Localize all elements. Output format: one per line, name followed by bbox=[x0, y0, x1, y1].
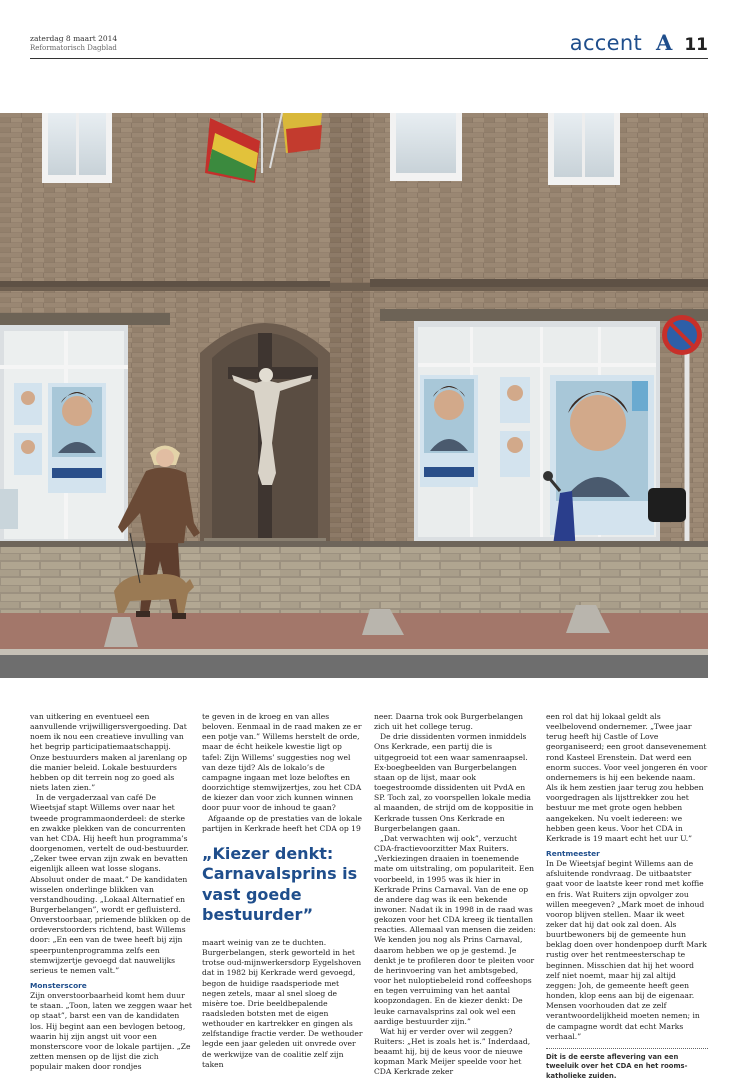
paragraph: neer. Daarna trok ook Burgerbelangen zich uit het college terug. bbox=[374, 712, 524, 732]
series-note-box bbox=[546, 1048, 708, 1081]
article-column-2 bbox=[202, 712, 364, 1070]
section-name: accent bbox=[569, 31, 643, 55]
paragraph: De drie dissidenten vormen inmiddels Ons Kerkrade, een partij die is uitgegroeid tot een waar samenraapsel. Ex-boegbeelden van Burgerbelangen staan op de lijst, maar ook toegestroomde dissidenten uit PvdA en SP. Toch zal, zo voorspellen lokale media al maanden, de strijd om de koppositie in Kerkrade tussen Ons Kerkrade en Burgerbelangen gaan. bbox=[374, 732, 534, 833]
paragraph: In De Wieetsjaf begint Willems aan de afsluitende rondvraag. De uitbaatster gaat voor de laatste keer rond met koffie en fris. Wat Ruiters zijn opvolger zou willen meegeven? „Mark moet de inhoud voorop blijven stellen. Maar ik weet zeker dat hij dat ook zal doen. Als buurtbewoners bij de gemeente hun beklag doen over hondenpoep durft Mark rustig over het rentmeesterschap te beginnen. Misschien dat hij het woord zelf niet noemt, maar hij zal altijd zeggen: Joh, de gemeente heeft geen honden, klop eens aan bij de eigenaar. Mensen voorhouden dat ze zelf verantwoordelijkheid moeten nemen; in de campagne wordt dat echt Marks verhaal.” bbox=[546, 859, 707, 1041]
article-column-1 bbox=[30, 712, 192, 1072]
publication-date: zaterdag 8 maart 2014 bbox=[30, 34, 118, 43]
paragraph: Wat hij er verder over wil zeggen? Ruiters: „Het is zoals het is.” Inderdaad, beaamt hij, bij de keus voor de nieuwe kopman Mark Meijer speelde voor het CDA Kerkrade zeker bbox=[374, 1026, 531, 1077]
paragraph: te geven in de kroeg en van alles beloven. Eenmaal in de raad maken ze er een potje van.” Willems herstelt de orde, maar de écht heikele kwestie ligt op tafel: Zijn Willems’ suggesties nog wel van deze tijd? Als de lokalo’s de campagne ingaan met loze beloftes en doorzichtige stemwijzertjes, zou het CDA de kiezer dan voor zich kunnen winnen door puur voor de inhoud te gaan? bbox=[202, 712, 362, 813]
paragraph: Zijn onverstoorbaarheid komt hem duur te staan. „Toon, laten we zeggen waar het op staat”, barst een van de kandidaten los. Hij begint aan een bevlogen betoog, waarin hij zijn angst uit voor een monsterscore voor de lokale partijen. „Ze zetten mensen op de lijst die zich populair maken door rondjes bbox=[30, 991, 192, 1072]
subheading-rentmeester: Rentmeester bbox=[546, 849, 600, 859]
series-note: Dit is de eerste aflevering van een tweeluik over het CDA en het rooms-katholieke zuiden. bbox=[546, 1052, 688, 1080]
section-heading bbox=[570, 30, 708, 55]
paragraph: maart weinig van ze te duchten. Burgerbelangen, sterk geworteld in het trotse oud-mijnwerkersdorp Eygelshoven dat in 1982 bij Kerkrade werd gevoegd, begon de huidige raadsperiode met negen zetels, maar al snel sloeg de misère toe. Drie beeldbepalende raadsleden botsten met de eigen wethouder en kartrekker en gingen als zelfstandige fractie verder. De wethouder legde een jaar geleden uit onvrede over de werkwijze van de coalitie zelf zijn taken bbox=[202, 937, 363, 1069]
paragraph: van uitkering en eventueel een aanvullende vrijwilligersvergoeding. Dat noem ik nou een creatieve invulling van het begrip participatiemaatschappij. Onze bestuurders maken al jarenlang op die manier beleid. Lokale bestuurders hebben op dit terrein nog zo goed als niets laten zien.” bbox=[30, 712, 187, 793]
article-column-4 bbox=[546, 712, 708, 1081]
pull-quote: „Kiezer denkt: Carnavalsprins is vast goede bestuurder” bbox=[202, 843, 358, 925]
article-photo bbox=[0, 113, 708, 678]
header-rule bbox=[30, 58, 708, 59]
paragraph: „Dat verwachten wij ook”, verzucht CDA-fractievoorzitter Max Ruiters. „Verkiezingen draaien in toenemende mate om uitstraling, om populariteit. Een voorbeeld, in 1995 was ik hier in Kerkrade Prins Carnaval. Van de ene op de andere dag was ik een bekende inwoner. Nadat ik in 1998 in de raad was gekozen voor het CDA kreeg ik tientallen reacties. Allemaal van mensen die zeiden: We kenden jou nog als Prins Carnaval, daarom hebben we op je gestemd. Je denkt je te profileren door te pleiten voor de herinvoering van het ambtsgebed, voor het nuloptiebeleid rond coffeeshops en tegen verruiming van het aantal koopzondagen. En de kiezer denkt: De leuke carnavalsprins zal ook wel een aardige bestuurder zijn.” bbox=[374, 833, 536, 1026]
street-scene-image bbox=[0, 113, 708, 678]
section-logo: A bbox=[656, 30, 673, 55]
subheading-monsterscore: Monsterscore bbox=[30, 981, 87, 991]
newspaper-name: Reformatorisch Dagblad bbox=[30, 44, 117, 52]
paragraph: een rol dat hij lokaal geldt als veelbelovend ondernemer. „Twee jaar terug heeft hij Castle of Love georganiseerd; een groot dansevenement rond Kasteel Erenstein. Dat werd een enorm succes. Voor veel jongeren én voor ondernemers is hij een bekende naam. Als ik hem zestien jaar terug zou hebben voorgedragen als lijsttrekker zou het bestuur me met grote ogen hebben aangekeken. Nu voelt iedereen: we hebben geen keus. Voor het CDA in Kerkrade is 19 maart echt het uur U.” bbox=[546, 712, 708, 843]
paragraph: In de vergaderzaal van café De Wieetsjaf stapt Willems over naar het tweede programmaonderdeel: de sterke en zwakke plekken van de concurrenten van het CDA. Hij heeft hun programma’s doorgenomen, vertelt de oud-bestuurder. „Zeker twee ervan zijn zwak en bevatten eigenlijk alleen wat losse slogans. Absoluut onder de maat.” De kandidaten wisselen onderlinge blikken van verstandhouding. „Lokaal Alternatief en Burgerbelangen”, wordt er gefluisterd. Onverstoorbaar, priemende blikken op de ordeverstoorders richtend, bast Willems door: „En een van de twee heeft bij zijn speerpuntenprogramma zelfs een stemwijzertje gevoegd dat nauwelijks serieus te nemen valt.” bbox=[30, 793, 191, 975]
page-number: 11 bbox=[684, 35, 708, 55]
paragraph: Afgaande op de prestaties van de lokale partijen in Kerkrade heeft het CDA op 19 bbox=[202, 813, 363, 833]
article-column-3 bbox=[374, 712, 536, 1078]
